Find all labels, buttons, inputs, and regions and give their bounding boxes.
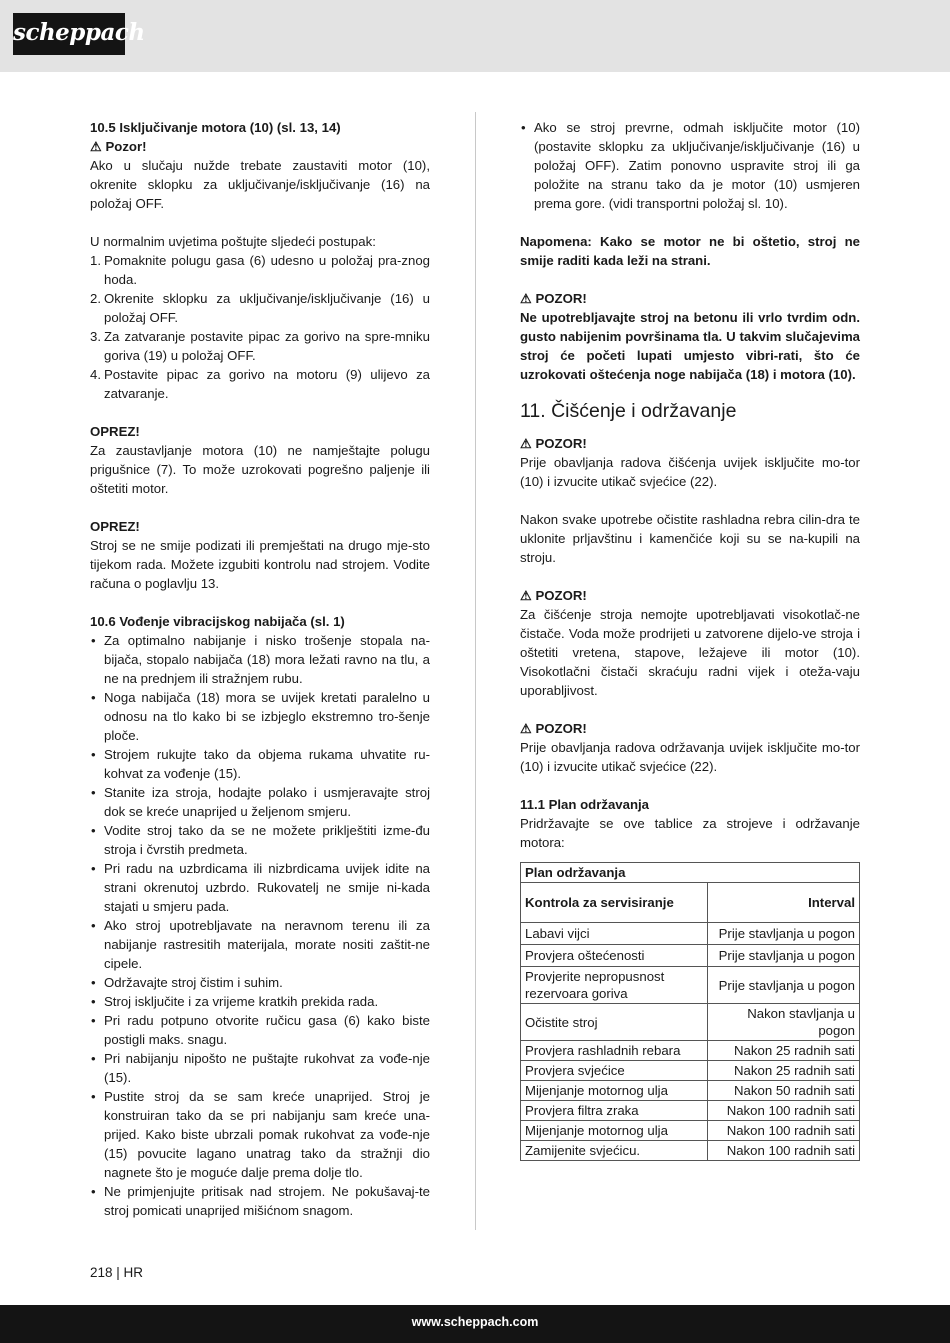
- list-item: 2. Okrenite sklopku za uključivanje/isključivanje (16) u položaj OFF.: [90, 289, 430, 327]
- table-cell: Provjera oštećenosti: [521, 945, 708, 967]
- table-cell: Provjera svjećice: [521, 1061, 708, 1081]
- table-cell: Očistite stroj: [521, 1004, 708, 1041]
- list-item: • Vodite stroj tako da se ne možete priklještiti izme-đu stroja i čvrstih predmeta.: [90, 821, 430, 859]
- page-header: [0, 0, 950, 72]
- warning-title: ⚠ POZOR!: [520, 588, 587, 603]
- list-item: • Ako se stroj prevrne, odmah isključite motor (10) (postavite sklopku za uključivanje/isključivanje (16) u položaj OFF). Zatim ponovno uspravite stroj ili ga položite na stranu tako da je motor (10) usmjeren prema gore. (vidi transportni položaj sl. 10).: [520, 118, 860, 213]
- paragraph: Za čišćenje stroja nemojte upotrebljavati visokotlač-ne čistače. Voda može prodrijeti u zatvorene dijelo-ve stroja i oštetiti vretena, stapove, ležajeve ili motor (10). Visokotlačni čistači skraćuju radni vijek i oteža-vaju uporabljivost.: [520, 607, 860, 698]
- list-item: • Noga nabijača (18) mora se uvijek kretati paralelno u odnosu na tlo kako bi se izbjeglo ekstremno tro-šenje ploče.: [90, 688, 430, 745]
- table-cell: Nakon 100 radnih sati: [708, 1101, 860, 1121]
- list-item: • Za optimalno nabijanje i nisko trošenje stopala na-bijača, stopalo nabijača (18) mora ležati ravno na tlu, a ne na prednjem ili stražnjem rubu.: [90, 631, 430, 688]
- list-item: 3. Za zatvaranje postavite pipac za gorivo na spre-mniku goriva (19) u položaj OFF.: [90, 327, 430, 365]
- list-item: 1. Pomaknite polugu gasa (6) udesno u položaj pra-znog hoda.: [90, 251, 430, 289]
- paragraph: Stroj se ne smije podizati ili premještati na drugo mje-sto tijekom rada. Možete izgubiti kontrolu nad strojem. Vodite računa o poglavlju 13.: [90, 538, 430, 591]
- table-cell: Nakon 25 radnih sati: [708, 1061, 860, 1081]
- page-footer: [0, 1305, 950, 1343]
- list-item: • Stroj isključite i za vrijeme kratkih prekida rada.: [90, 992, 430, 1011]
- section-10-5-heading: 10.5 Isključivanje motora (10) (sl. 13, 14): [90, 120, 341, 135]
- table-cell: Nakon 100 radnih sati: [708, 1141, 860, 1161]
- steps-list: [90, 251, 430, 403]
- paragraph: Prije obavljanja radova čišćenja uvijek isključite mo-tor (10) i izvucite utikač svjećice (22).: [520, 455, 860, 489]
- column-divider: [475, 112, 476, 1230]
- table-cell: Nakon 100 radnih sati: [708, 1121, 860, 1141]
- guidance-list: [90, 631, 430, 1220]
- note: Napomena: Kako se motor ne bi oštetio, stroj ne smije raditi kada leži na strani.: [520, 234, 860, 268]
- paragraph: Pridržavajte se ove tablice za strojeve i održavanje motora:: [520, 816, 860, 850]
- caution-title: OPREZ!: [90, 424, 140, 439]
- section-11-heading: 11. Čišćenje i održavanje: [520, 400, 737, 422]
- maintenance-table: [520, 862, 860, 1161]
- website-link[interactable]: www.scheppach.com: [411, 1315, 539, 1329]
- paragraph: U normalnim uvjetima poštujte sljedeći postupak:: [90, 234, 376, 249]
- paragraph: Ako u slučaju nužde trebate zaustaviti motor (10), okrenite sklopku za uključivanje/isključivanje (16) na položaj OFF.: [90, 158, 430, 211]
- table-cell: Prije stavljanja u pogon: [708, 945, 860, 967]
- table-cell: Prije stavljanja u pogon: [708, 967, 860, 1004]
- table-header-cell: Interval: [708, 883, 860, 923]
- list-item: • Pri radu potpuno otvorite ručicu gasa (6) kako biste postigli maks. snagu.: [90, 1011, 430, 1049]
- list-item: 4. Postavite pipac za gorivo na motoru (9) ulijevo za zatvaranje.: [90, 365, 430, 403]
- rollover-list: [520, 118, 860, 213]
- warning-title: ⚠ POZOR!: [520, 721, 587, 736]
- table-cell: Prije stavljanja u pogon: [708, 923, 860, 945]
- warning-text: Ne upotrebljavajte stroj na betonu ili vrlo tvrdim odn. gusto nabijenim površinama tla. U takvim slučajevima stroj će početi lupati umjesto vibri-rati, što će uzrokovati oštećenja noge nabijača (18) i motora (10).: [520, 310, 860, 382]
- table-cell: Provjera filtra zraka: [521, 1101, 708, 1121]
- brand-logo: scheppach: [13, 13, 125, 55]
- list-item: • Ne primjenjujte pritisak nad strojem. Ne pokušavaj-te stroj pomicati unaprijed mišićnom snagom.: [90, 1182, 430, 1220]
- table-cell: Labavi vijci: [521, 923, 708, 945]
- list-item: • Strojem rukujte tako da objema rukama uhvatite ru-kohvat za vođenje (15).: [90, 745, 430, 783]
- section-11-1-heading: 11.1 Plan održavanja: [520, 797, 650, 812]
- list-item: • Pri radu na uzbrdicama ili nizbrdicama uvijek idite na strani okrenutoj uzbrdo. Rukovatelj ne smije ni-kada stajati u smjeru pada.: [90, 859, 430, 916]
- list-item: • Ako stroj upotrebljavate na neravnom terenu ili za nabijanje rastresitih materijala, morate nositi zaštit-ne cipele.: [90, 916, 430, 973]
- paragraph: Za zaustavljanje motora (10) ne namještajte polugu prigušnice (7). To može uzrokovati pogrešno paljenje ili oštetiti motor.: [90, 443, 430, 496]
- list-item: • Pustite stroj da se sam kreće unaprijed. Stroj je konstruiran tako da se pri nabijanju sam kreće una-prijed. Kako biste ubrzali pomak rukohvat za vođe-nje (15) povucite lagano unatrag tako da stražnji dio nagnete što je moguće dalje prema dolje tlo.: [90, 1087, 430, 1182]
- table-title: Plan održavanja: [521, 863, 860, 883]
- left-column: [90, 118, 430, 1220]
- list-item: • Održavajte stroj čistim i suhim.: [90, 973, 430, 992]
- list-item: • Pri nabijanju nipošto ne puštajte rukohvat za vođe-nje (15).: [90, 1049, 430, 1087]
- table-header-cell: Kontrola za servisiranje: [521, 883, 708, 923]
- paragraph: Prije obavljanja radova održavanja uvijek isključite mo-tor (10) i izvucite utikač svjećice (22).: [520, 740, 860, 774]
- table-cell: Mijenjanje motornog ulja: [521, 1081, 708, 1101]
- warning-title: ⚠ Pozor!: [90, 139, 147, 154]
- table-cell: Nakon stavljanja u pogon: [708, 1004, 860, 1041]
- right-column: [520, 118, 860, 1161]
- warning-title: ⚠ POZOR!: [520, 291, 587, 306]
- table-cell: Zamijenite svjećicu.: [521, 1141, 708, 1161]
- table-cell: Provjerite nepropusnost rezervoara goriva: [521, 967, 708, 1004]
- paragraph: Nakon svake upotrebe očistite rashladna rebra cilin-dra te uklonite prljavštinu i kamenčiće koji su se na-kupili na stroju.: [520, 512, 860, 565]
- list-item: • Stanite iza stroja, hodajte polako i usmjeravajte stroj dok se kreće unaprijed u željenom smjeru.: [90, 783, 430, 821]
- section-10-6-heading: 10.6 Vođenje vibracijskog nabijača (sl. 1): [90, 614, 345, 629]
- table-cell: Nakon 25 radnih sati: [708, 1041, 860, 1061]
- table-cell: Provjera rashladnih rebara: [521, 1041, 708, 1061]
- table-cell: Nakon 50 radnih sati: [708, 1081, 860, 1101]
- page-number: 218 | HR: [90, 1265, 144, 1280]
- warning-title: ⚠ POZOR!: [520, 436, 587, 451]
- table-cell: Mijenjanje motornog ulja: [521, 1121, 708, 1141]
- caution-title: OPREZ!: [90, 519, 140, 534]
